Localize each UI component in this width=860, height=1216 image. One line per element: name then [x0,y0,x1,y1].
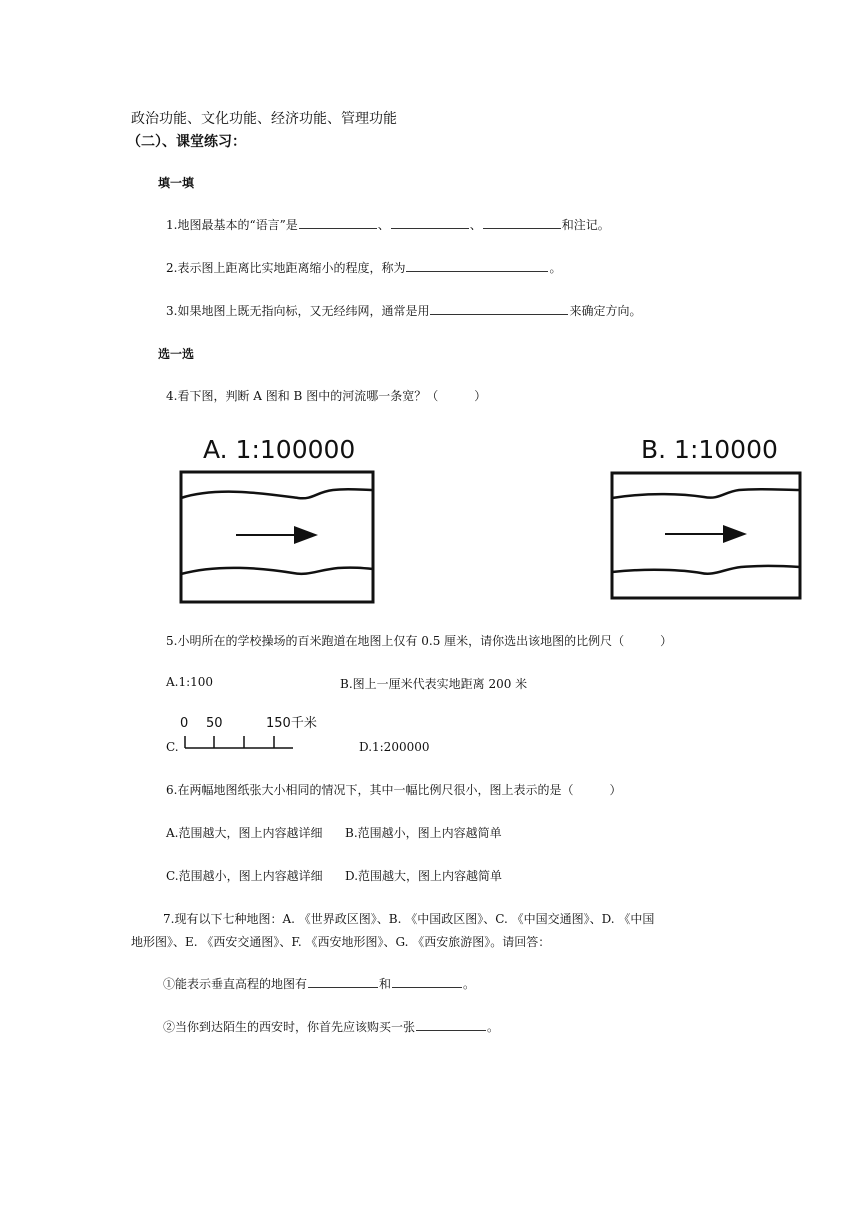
figure-b-frame [612,473,800,598]
intro-functions: 政治功能、文化功能、经济功能、管理功能 [131,111,397,127]
question-2 [166,259,561,276]
q6-option-a: A.范围越大，图上内容越详细 [166,826,323,840]
fill-heading: 填一填 [158,176,195,190]
question-4: 4.看下图，判断 A 图和 B 图中的河流哪一条宽？（ ） [166,389,487,403]
arrow-right-icon [294,526,318,544]
q1-blank-2[interactable] [391,216,469,229]
q2-blank[interactable] [406,259,548,272]
q6-option-b: B.范围越小，图上内容越简单 [345,826,502,840]
q7-sub1-blank-2[interactable] [392,975,462,988]
q7-sub2-blank[interactable] [416,1018,486,1031]
question-1 [166,216,610,233]
section-title: （二）、课堂练习： [127,134,246,150]
q7-sub1-suffix: 。 [463,977,476,991]
q3-suffix: 来确定方向。 [569,304,642,318]
figure-b-riverbank-bottom [612,566,800,574]
q1-blank-1[interactable] [299,216,377,229]
arrow-right-icon [723,525,747,543]
q5-option-d: D.1:200000 [359,740,430,754]
question-5: 5.小明所在的学校操场的百米跑道在地图上仅有 0.5 厘米，请你选出该地图的比例尺（ ） [166,634,673,648]
scale-tick-label-150: 150千米 [266,716,317,731]
q7-sub2-suffix: 。 [487,1020,500,1034]
q7-sub1-mid: 和 [379,977,392,991]
q5-option-b: B.图上一厘米代表实地距离 200 米 [340,677,528,691]
q1-prefix: 1.地图最基本的“语言”是 [166,218,298,232]
q7-sub1-prefix: ①能表示垂直高程的地图有 [163,977,308,991]
figure-a-riverbank-top [181,489,373,498]
scale-tick-label-0: 0 [180,716,189,731]
q5-option-c: C. [166,740,179,754]
q6-option-c: C.范围越小，图上内容越详细 [166,869,323,883]
q5-option-a: A.1:100 [166,675,214,689]
q1-sep-2: 、 [469,218,482,232]
q2-suffix: 。 [549,261,562,275]
q7-sub1-blank-1[interactable] [308,975,378,988]
scale-tick-label-50: 50 [206,716,223,731]
q1-sep-1: 、 [377,218,390,232]
river-figure-a [178,430,378,610]
q1-blank-3[interactable] [483,216,561,229]
scale-bar [178,712,338,752]
q7-sub2-prefix: ②当你到达陌生的西安时，你首先应该购买一张 [163,1020,416,1034]
question-6: 6.在两幅地图纸张大小相同的情况下，其中一幅比例尺很小，图上表示的是（ ） [166,783,622,797]
q3-prefix: 3.如果地图上既无指向标，又无经纬网，通常是用 [166,304,430,318]
q6-option-d: D.范围越大，图上内容越简单 [345,869,503,883]
question-7-line-1: 7.现有以下七种地图：A. 《世界政区图》、B. 《中国政区图》、C. 《中国交通图》、D. 《中国 [163,912,655,926]
question-7-line-2: 地形图》、E. 《西安交通图》、F. 《西安地形图》、G. 《西安旅游图》。请回答： [131,935,551,949]
figure-a-label: A. 1:100000 [203,435,356,464]
river-figure-b [609,430,809,610]
q7-sub-2 [163,1018,499,1035]
figure-b-riverbank-top [612,489,800,498]
q2-prefix: 2.表示图上距离比实地距离缩小的程度，称为 [166,261,406,275]
q1-suffix: 和注记。 [561,218,610,232]
question-3 [166,302,641,319]
figure-a-riverbank-bottom [181,568,373,574]
figure-b-label: B. 1:10000 [641,435,778,464]
q7-sub-1 [163,975,475,992]
choose-heading: 选一选 [158,347,195,361]
q3-blank[interactable] [430,302,568,315]
